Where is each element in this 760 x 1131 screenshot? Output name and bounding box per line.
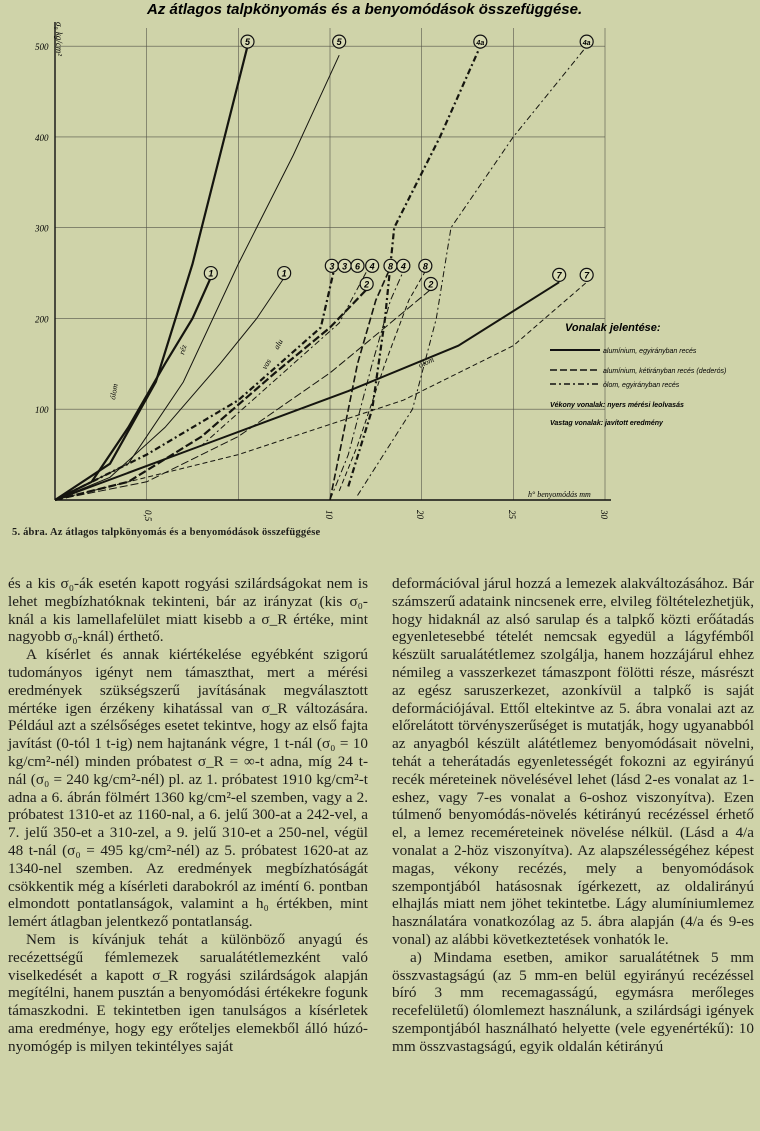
- series-marker-label: 7: [584, 270, 590, 281]
- x-tick-label: 0,5: [143, 510, 153, 522]
- paragraph: deformációval járul hozzá a lemezek alakváltozásához. Bár számszerű adataink nincsenek erre, elvileg föltételezhetjük, hogy hidaknál az alsó sarulap és a talpkő közti erőátadás egyenletesebbé tételét nemcsak egyedül a lágyfémből készült sarualátétlemez szolgálja, hanem hozzájárul ehhez némileg a vasszerkezet támaszpont fölötti része, másrészt az egész saruszerkezet, azonkívül a talpkő is saját deformációjával. Ettől eltekintve az 5. ábra vonalai azt az előrelátott törvényszerűséget is mutatják, hogy ugyanabból az anyagból készült alátétlemez benyomódásait növelni, tehát a teherátadás egyenletességét fokozni az egyirányú recék méreteinek növelésével lehet (lásd 2-es vonalat az 1-eshez, vagy 7-es vonalat a 6-oshoz viszonyítva). Ezen túlmenő benyomódás-növelés kétirányú recézéssel érhető el, a lemez receméreteinek növelése nélkül. (Lásd a 4/a vonalat a 2-höz viszonyítva). Az alapszélességéhez képest magas, vékony recézés, mely a benyomódások szempontjából hatásosnak ígérkezett, az oldalirányú elhajlás miatt nem jöhet tekintetbe. Lágy alumíniumlemez használatára vonatkozólag az 5. ábra alapján (4/a és 9-es vonal) az alábbi következtetések vonhatók le.: [392, 575, 754, 948]
- series-marker-label: 1: [281, 268, 287, 279]
- paragraph: a) Mindama esetben, amikor sarualátétnek 5 mm összvastagságú (az 5 mm-en belül egyirányú recézéssel bíró 3 mm recemagasságú, egymásra merőleges recefelületű) ólomlemezt használunk, a szilárdsági igények szempontjából használható helyette (vele egyenértékű): 10 mm összvastagságú, egyik oldalán kétirányú: [392, 948, 754, 1055]
- text-column-right: [392, 575, 754, 1056]
- x-axis-label: h° benyomódás mm: [528, 490, 591, 499]
- y-axis-label: σ₀ kg/cm²: [54, 22, 64, 57]
- legend-entry: ólom, egyirányban recés: [603, 382, 680, 389]
- series-marker-label: 3: [342, 261, 348, 272]
- series-marker-label: 2: [364, 279, 370, 290]
- line-annotation: réz: [177, 343, 189, 356]
- paragraph: Nem is kívánjuk tehát a különböző anyagú és recézettségű fémlemezek sarualátétlemezként való viselkedését a kapott σ_R rogyási szilárdságok alapján megítélni, hanem pusztán a benyomódási értékekre fogunk támaszkodni. E tekintetben igen tanulságos a kísérletek ama eredménye, hogy egy erőteljes elemekből álló húzó-nyomógép is milyen tekintélyes saját: [8, 930, 368, 1055]
- series-marker-label: 8: [387, 261, 394, 272]
- chart-title: Az átlagos talpkönyomás és a benyomódások összefüggése.: [147, 1, 583, 18]
- chart: [0, 0, 760, 548]
- series-marker-label: 4: [400, 261, 406, 272]
- y-tick-label: 500: [35, 42, 49, 53]
- series-marker-label: 4a: [476, 40, 485, 48]
- line-annotation: ólom: [417, 354, 436, 370]
- y-tick-label: 400: [35, 132, 49, 143]
- line-annotation: vas: [259, 357, 274, 371]
- series-marker-label: 5: [244, 37, 251, 48]
- series-line: [55, 278, 211, 500]
- series-lines: [55, 46, 587, 500]
- series-line: [55, 282, 559, 500]
- series-markers: [204, 35, 593, 290]
- legend-title: Vonalak jelentése:: [565, 322, 661, 334]
- series-line: [330, 271, 403, 500]
- series-marker-label: 3: [329, 261, 335, 272]
- line-annotations: [108, 338, 435, 401]
- series-marker-label: 8: [422, 261, 428, 272]
- series-marker-label: 1: [208, 268, 214, 279]
- series-line: [55, 268, 334, 500]
- legend-entry: alumínium, kétirányban recés (dederós): [603, 368, 727, 375]
- series-line: [55, 46, 248, 500]
- x-tick-label: 30: [599, 510, 609, 519]
- figure-caption: 5. ábra. Az átlagos talpkönyomás és a benyomódások összefüggése: [12, 527, 321, 538]
- series-line: [55, 55, 339, 500]
- y-tick-label: 300: [35, 223, 49, 234]
- legend-entry: Vékony vonalak: nyers mérési leolvasás: [550, 402, 684, 409]
- series-marker-label: 4a: [582, 40, 591, 48]
- legend: [550, 322, 726, 427]
- y-tick-label: 200: [35, 314, 49, 325]
- x-tick-label: 25: [507, 510, 517, 519]
- legend-entry: alumínium, egyirányban recés: [603, 348, 697, 355]
- series-marker-label: 4: [369, 261, 375, 272]
- paragraph: A kísérlet és annak kiértékelése egyébként szigorú tudományos igényt nem támaszthat, mert a mérési eredmények szükségszerű javításának megválasztott mértéke igen érzékeny kihatással van σ_R változására. Például azt a szélsőséges esetet tekintve, hogy az első fajta javítást (0-tól 1 t-ig) nem hajtanánk végre, 1 t-nál (σ₀ = 10 kg/cm²-nél) minden próbatest σ_R = ∞-t adna, míg 24 t-nál (σ₀ = 240 kg/cm²-nél) pl. az 1. próbatest 1910 kg/cm²-t adna a 6. ábrán fölmért 1360 kg/cm²-el szemben, vagy a 2. próbatest 1310-et az 1160-nal, a 6. jelű 300-at a 242-vel, a 7. jelű 350-et a 310-zel, a 9. jelű 310-et a 250-nel, végül 48 t-nál (σ₀ = 495 kg/cm²-nél) az 5. próbatest 1620-at az 1340-nel szemben. Az eredmények megbízhatóságát csökkentik még a kísérleti darabokról az iméntí 6. pontban elmondott pontatlanságok, valamint a h₀ értékben, mint lemért átlagban jelentkező pontatlanság.: [8, 646, 368, 931]
- line-annotation: alu: [271, 337, 285, 351]
- y-tick-label: 100: [35, 405, 49, 416]
- series-marker-label: 2: [428, 279, 434, 290]
- legend-entry: Vastag vonalak: javított eredmény: [550, 420, 663, 427]
- series-marker-label: 5: [336, 37, 342, 48]
- x-tick-labels: [143, 509, 609, 522]
- y-tick-labels: [34, 42, 49, 415]
- series-marker-label: 6: [354, 261, 361, 272]
- x-tick-label: 10: [324, 510, 334, 519]
- text-column-left: [8, 575, 368, 1056]
- line-annotation: ólom: [108, 383, 120, 401]
- paragraph: és a kis σ₀-ák esetén kapott rogyási szilárdságokat nem is lehet megbízhatóknak tekinteni, bár az irányzat (kis σ₀-knál a kis lamellafelület miatt kisebb a σ_R értéke, mint nagyobb σ₀-knál) érthető.: [8, 575, 368, 646]
- x-tick-label: 20: [415, 510, 425, 519]
- series-marker-label: 7: [556, 270, 562, 281]
